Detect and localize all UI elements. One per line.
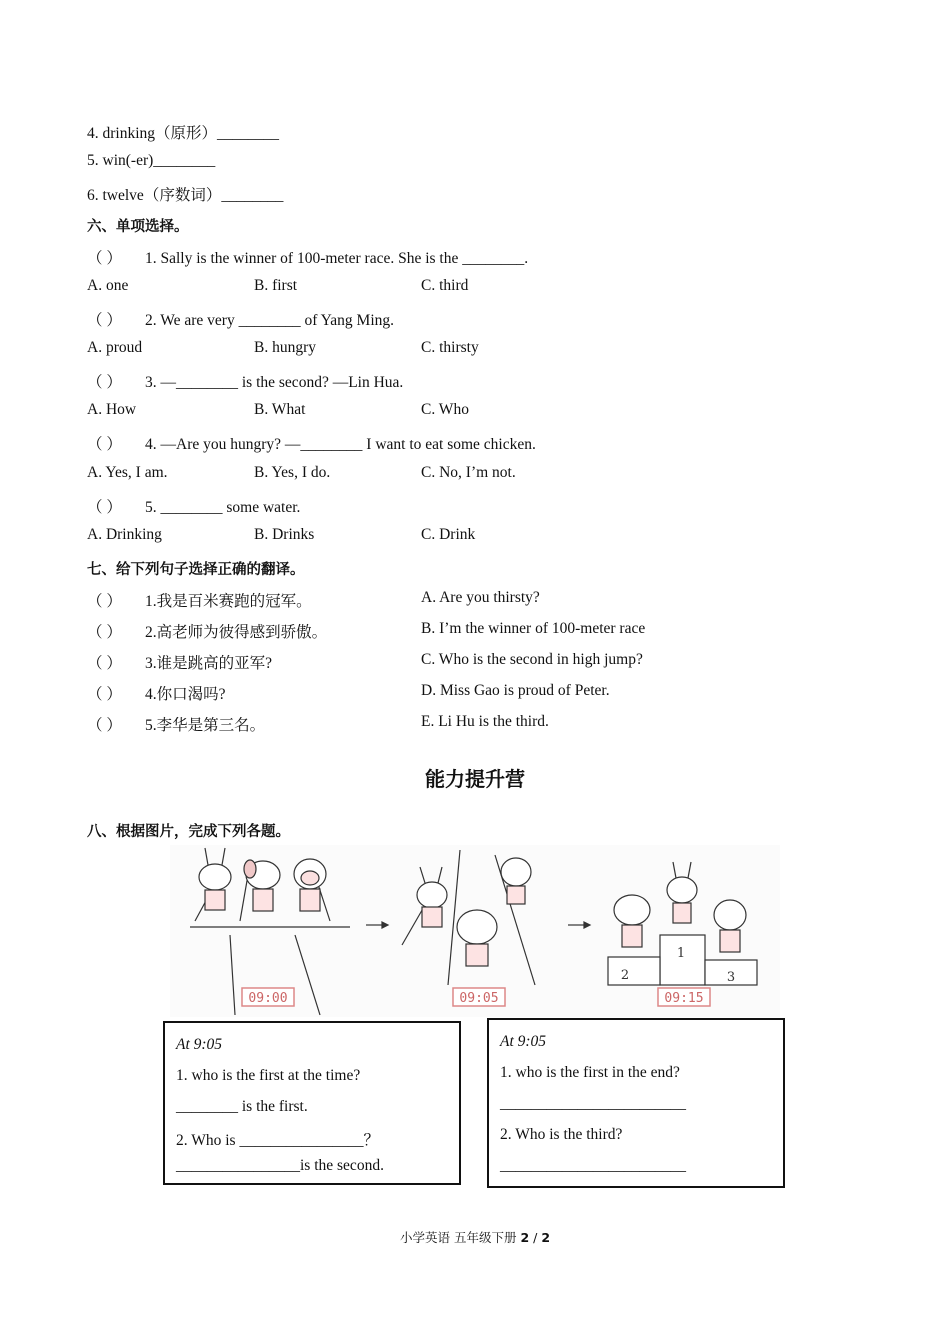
footer-subject: 小学英语 五年级下册 (399, 1230, 521, 1245)
translation-option-a: A. Are you thirsty? (421, 589, 540, 606)
question-4: （ ） 4. —Are you hungry? —________ I want to eat some chicken. (87, 436, 536, 453)
box2-answer-1: ________________________ (500, 1095, 686, 1112)
rabbit-icon (667, 862, 697, 923)
word-form-5: 5. win(-er)________ (87, 152, 216, 169)
option-1a: A. one (87, 277, 129, 294)
podium-second: 2 (620, 968, 630, 983)
monkey-icon (714, 900, 746, 952)
translation-row-1: （ ） 1.我是百米赛跑的冠军。 (87, 593, 312, 610)
translation-row-3: （ ） 3.谁是跳高的亚军? (87, 655, 273, 672)
box1-answer-2: ________________is the second. (176, 1157, 384, 1174)
dog-icon (457, 910, 497, 966)
section-title: 能力提升营 (425, 767, 525, 791)
translation-row-4: （ ） 4.你口渴吗? (87, 686, 226, 703)
rabbit-icon (417, 867, 447, 927)
option-2c: C. thirsty (421, 339, 479, 356)
translation-option-d: D. Miss Gao is proud of Peter. (421, 682, 610, 699)
podium-third: 3 (726, 970, 736, 985)
box1-answer-1: ________ is the first. (176, 1098, 308, 1115)
box1-question-2: 2. Who is ________________？ (176, 1132, 379, 1149)
footer-total: 2 (541, 1230, 551, 1245)
option-3a: A. How (87, 401, 137, 418)
clock-1-text: 09:00 (248, 991, 288, 1006)
answer-box-1 (163, 1021, 461, 1185)
clock-2-text: 09:05 (459, 991, 499, 1006)
footer-sep: / (529, 1230, 542, 1245)
question-3: （ ） 3. —________ is the second? —Lin Hua. (87, 374, 404, 391)
page-footer (0, 1228, 950, 1246)
box2-answer-2: ________________________ (500, 1157, 686, 1174)
word-form-4: 4. drinking（原形）________ (87, 125, 280, 142)
option-3c: C. Who (421, 401, 469, 418)
question-5: （ ） 5. ________ some water. (87, 499, 301, 516)
option-1b: B. first (254, 277, 298, 294)
translation-option-b: B. I’m the winner of 100-meter race (421, 620, 646, 637)
option-4b: B. Yes, I do. (254, 464, 331, 481)
option-3b: B. What (254, 401, 306, 418)
monkey-icon (294, 859, 326, 911)
translation-option-e: E. Li Hu is the third. (421, 713, 549, 730)
monkey-icon (501, 858, 531, 904)
box1-question-1: 1. who is the first at the time? (176, 1067, 361, 1084)
option-4a: A. Yes, I am. (87, 464, 168, 481)
podium-panel (608, 862, 757, 985)
race-middle-panel (402, 850, 535, 985)
rabbit-icon (199, 848, 231, 910)
question-1: （ ） 1. Sally is the winner of 100-meter race. She is the ________. (87, 250, 529, 267)
word-form-6: 6. twelve（序数词）________ (87, 187, 284, 204)
race-illustration (170, 845, 780, 1017)
question-2: （ ） 2. We are very ________ of Yang Ming. (87, 312, 395, 329)
box1-time: At 9:05 (176, 1036, 223, 1053)
answer-box-2 (487, 1018, 785, 1188)
section6-heading: 六、单项选择。 (87, 219, 189, 235)
footer-page: 2 (520, 1230, 530, 1245)
clock-3-text: 09:15 (664, 991, 704, 1006)
arrow-icon (568, 922, 590, 928)
podium-first: 1 (676, 946, 686, 961)
box2-question-1: 1. who is the first in the end? (500, 1064, 680, 1081)
option-5b: B. Drinks (254, 526, 315, 543)
section8-heading: 八、根据图片，完成下列各题。 (87, 824, 290, 840)
dog-icon (614, 895, 650, 947)
option-1c: C. third (421, 277, 469, 294)
option-4c: C. No, I’m not. (421, 464, 516, 481)
translation-option-c: C. Who is the second in high jump? (421, 651, 643, 668)
option-5c: C. Drink (421, 526, 476, 543)
box2-time: At 9:05 (500, 1033, 547, 1050)
option-2b: B. hungry (254, 339, 316, 356)
option-2a: A. proud (87, 339, 143, 356)
arrow-icon (366, 922, 388, 928)
dog-icon (244, 860, 280, 911)
translation-row-5: （ ） 5.李华是第三名。 (87, 717, 266, 734)
section7-heading: 七、给下列句子选择正确的翻译。 (87, 562, 305, 578)
translation-row-2: （ ） 2.高老师为彼得感到骄傲。 (87, 624, 328, 641)
option-5a: A. Drinking (87, 526, 162, 543)
box2-question-2: 2. Who is the third? (500, 1126, 623, 1143)
